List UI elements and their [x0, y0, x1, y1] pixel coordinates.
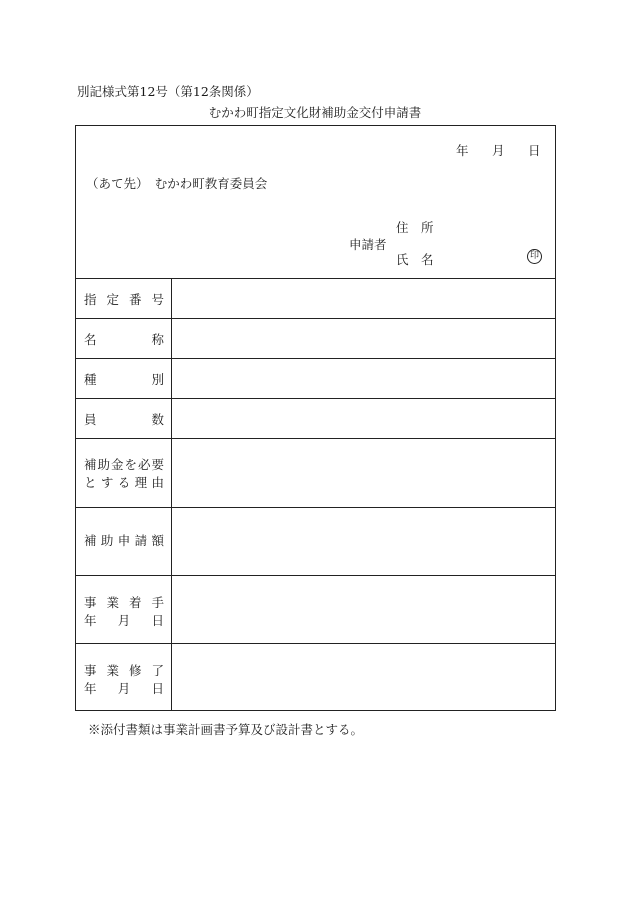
application-form-table: [75, 125, 556, 711]
label-requested-amount: 補助申請額: [84, 533, 164, 548]
form-reference: 別記様式第12号（第12条関係）: [77, 84, 259, 99]
address-label: 住 所: [396, 220, 434, 235]
applicant-label: 申請者: [349, 237, 387, 252]
date-month: 月: [492, 143, 505, 158]
label-project-completion-date: 事業修了 年月日: [84, 663, 164, 696]
field-subsidy-reason[interactable]: [172, 439, 555, 507]
field-name[interactable]: [172, 319, 555, 358]
label-project-start-date: 事業着手 年月日: [84, 595, 164, 628]
label-quantity: 員数: [84, 412, 164, 427]
footnote: ※添付書類は事業計画書予算及び設計書とする。: [88, 722, 364, 737]
name-label: 氏 名: [396, 252, 434, 267]
field-designation-number[interactable]: [172, 279, 555, 318]
field-project-start-date[interactable]: [172, 576, 555, 643]
field-project-completion-date[interactable]: [172, 644, 555, 710]
label-designation-number: 指定番号: [84, 292, 164, 307]
addressee: （あて先） むかわ町教育委員会: [86, 176, 268, 191]
label-name: 名称: [84, 332, 164, 347]
document-title: むかわ町指定文化財補助金交付申請書: [208, 105, 422, 120]
label-subsidy-reason: 補助金を必要 とする理由: [84, 457, 164, 490]
date-day: 日: [528, 143, 541, 158]
seal-icon: 印: [527, 249, 542, 264]
field-quantity[interactable]: [172, 399, 555, 438]
field-category[interactable]: [172, 359, 555, 398]
field-requested-amount[interactable]: [172, 508, 555, 575]
date-year: 年: [456, 143, 469, 158]
label-category: 種別: [84, 372, 164, 387]
